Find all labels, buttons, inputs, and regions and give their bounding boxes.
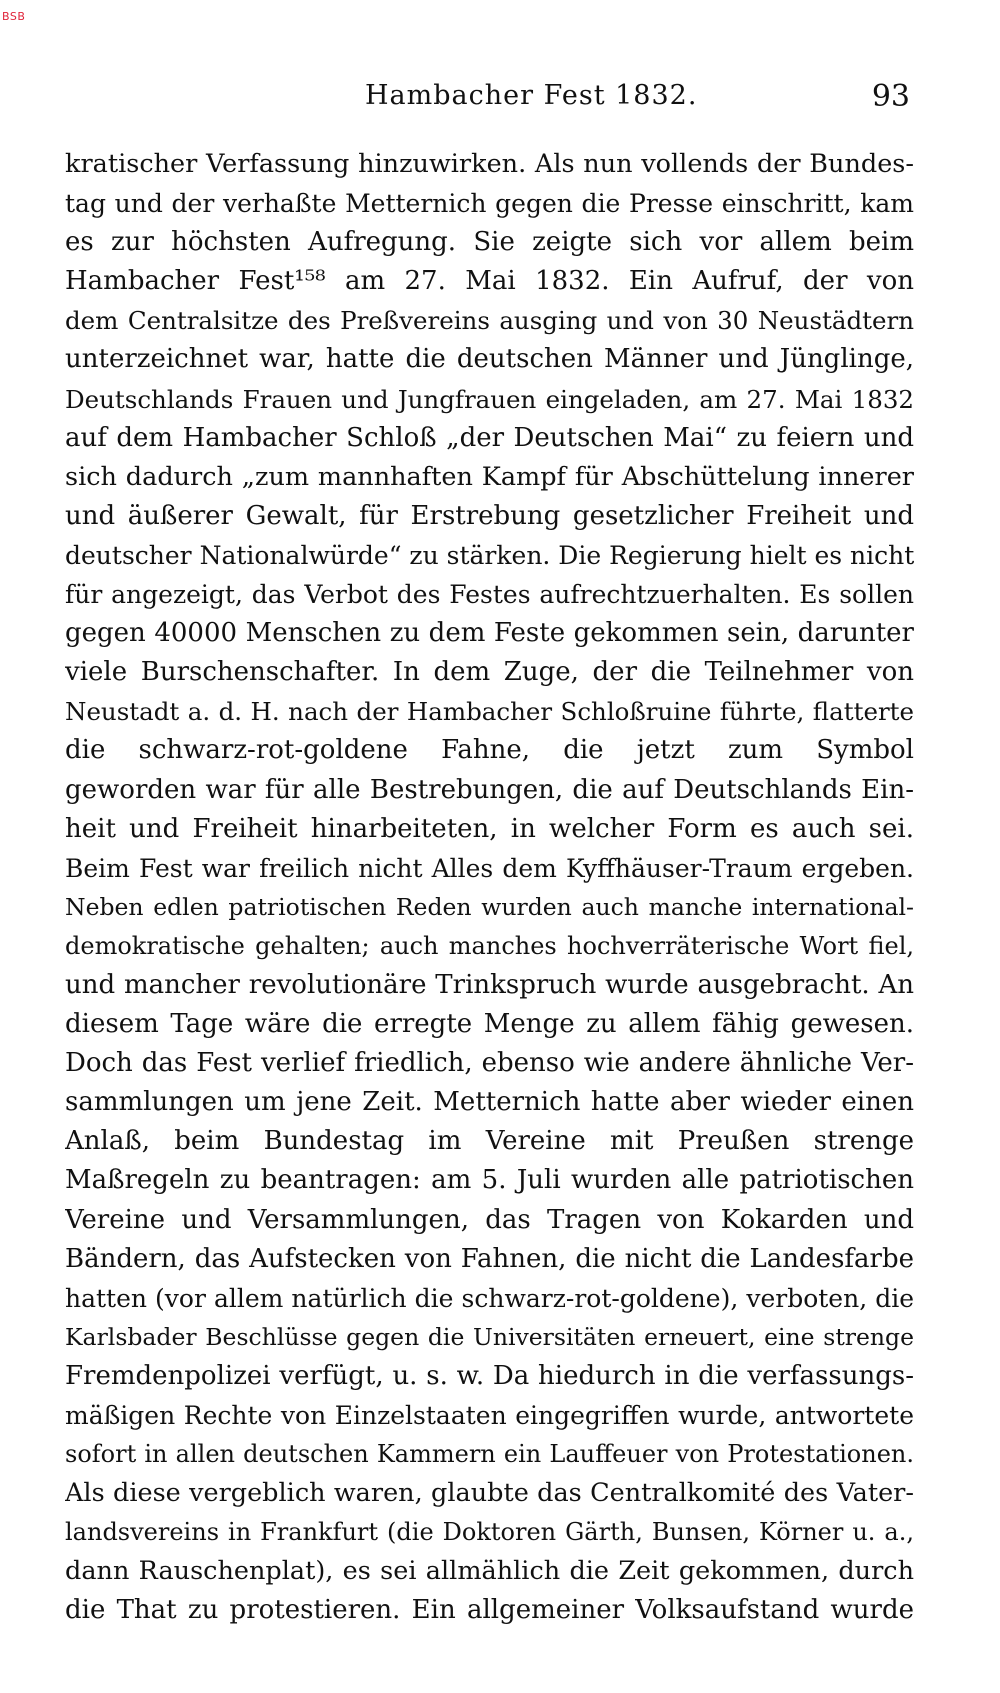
text-line: viele Burschenschafter. In dem Zuge, der die Teilnehmer von (65, 657, 914, 688)
text-line: landsvereins in Frankfurt (die Doktoren Gärth, Bunsen, Körner u. a., (65, 1518, 914, 1547)
text-line: Hambacher Fest¹⁵⁸ am 27. Mai 1832. Ein Aufruf, der von (65, 266, 914, 297)
text-line: und äußerer Gewalt, für Erstrebung gesetzlicher Freiheit und (65, 500, 914, 531)
text-line: hatten (vor allem natürlich die schwarz-rot-goldene), verboten, die (65, 1283, 914, 1313)
library-watermark: BSB (2, 10, 26, 23)
text-line: diesem Tage wäre die erregte Menge zu allem fähig gewesen. (65, 1009, 914, 1040)
text-line: Neben edlen patriotischen Reden wurden auch manche international- (65, 892, 914, 921)
text-line: demokratische gehalten; auch manches hochverräterische Wort fiel, (65, 931, 914, 960)
text-line: auf dem Hambacher Schloß „der Deutschen Mai“ zu feiern und (65, 422, 914, 453)
body-text (65, 145, 914, 1631)
text-line: Doch das Fest verlief friedlich, ebenso wie andere ähnliche Ver- (65, 1048, 914, 1079)
text-line: tag und der verhaßte Metternich gegen die Presse einschritt, kam (65, 189, 914, 219)
text-line: deutscher Nationalwürde“ zu stärken. Die Regierung hielt es nicht (65, 540, 914, 570)
text-line: Deutschlands Frauen und Jungfrauen eingeladen, am 27. Mai 1832 (65, 384, 914, 414)
text-line: Fremdenpolizei verfügt, u. s. w. Da hiedurch in die verfassungs- (65, 1360, 914, 1391)
text-line: unterzeichnet war, hatte die deutschen Männer und Jünglinge, (65, 344, 914, 375)
text-line: sofort in allen deutschen Kammern ein Lauffeuer von Protestationen. (65, 1440, 914, 1469)
text-line: Karlsbader Beschlüsse gegen die Universitäten erneuert, eine strenge (65, 1322, 914, 1351)
text-line: kratischer Verfassung hinzuwirken. Als nun vollends der Bundes- (65, 149, 914, 179)
text-line: dem Centralsitze des Preßvereins ausging und von 30 Neustädtern (65, 306, 914, 336)
text-line: sammlungen um jene Zeit. Metternich hatte aber wieder einen (65, 1087, 914, 1118)
page-number: 93 (871, 79, 910, 114)
text-line: dann Rauschenplat), es sei allmählich die Zeit gekommen, durch (65, 1556, 914, 1587)
text-line: und mancher revolutionäre Trinkspruch wurde ausgebracht. An (65, 969, 914, 1000)
text-line: Als diese vergeblich waren, glaubte das Centralkomité des Vater- (65, 1478, 914, 1509)
text-line: Vereine und Versammlungen, das Tragen von Kokarden und (65, 1204, 914, 1235)
text-line: heit und Freiheit hinarbeiteten, in welcher Form es auch sei. (65, 813, 914, 844)
text-line: gegen 40000 Menschen zu dem Feste gekommen sein, darunter (65, 618, 914, 649)
text-line: Anlaß, beim Bundestag im Vereine mit Preußen strenge (65, 1126, 914, 1157)
text-line: geworden war für alle Bestrebungen, die auf Deutschlands Ein- (65, 774, 914, 805)
text-line: mäßigen Rechte von Einzelstaaten eingegriffen wurde, antwortete (65, 1401, 914, 1430)
text-line: sich dadurch „zum mannhaften Kampf für Abschüttelung innerer (65, 461, 914, 492)
text-line: für angezeigt, das Verbot des Festes aufrechtzuerhalten. Es sollen (65, 580, 914, 610)
text-line: Neustadt a. d. H. nach der Hambacher Schloßruine führte, flatterte (65, 697, 914, 727)
text-line: es zur höchsten Aufregung. Sie zeigte sich vor allem beim (65, 227, 914, 258)
text-line: die That zu protestieren. Ein allgemeiner Volksaufstand wurde (65, 1595, 914, 1626)
text-line: Beim Fest war freilich nicht Alles dem Kyffhäuser-Traum ergeben. (65, 853, 914, 883)
text-line: Bändern, das Aufstecken von Fahnen, die nicht die Landesfarbe (65, 1243, 914, 1274)
text-line: Maßregeln zu beantragen: am 5. Juli wurden alle patriotischen (65, 1165, 914, 1196)
text-line: die schwarz-rot-goldene Fahne, die jetzt zum Symbol (65, 735, 914, 766)
running-title: Hambacher Fest 1832. (365, 80, 698, 111)
